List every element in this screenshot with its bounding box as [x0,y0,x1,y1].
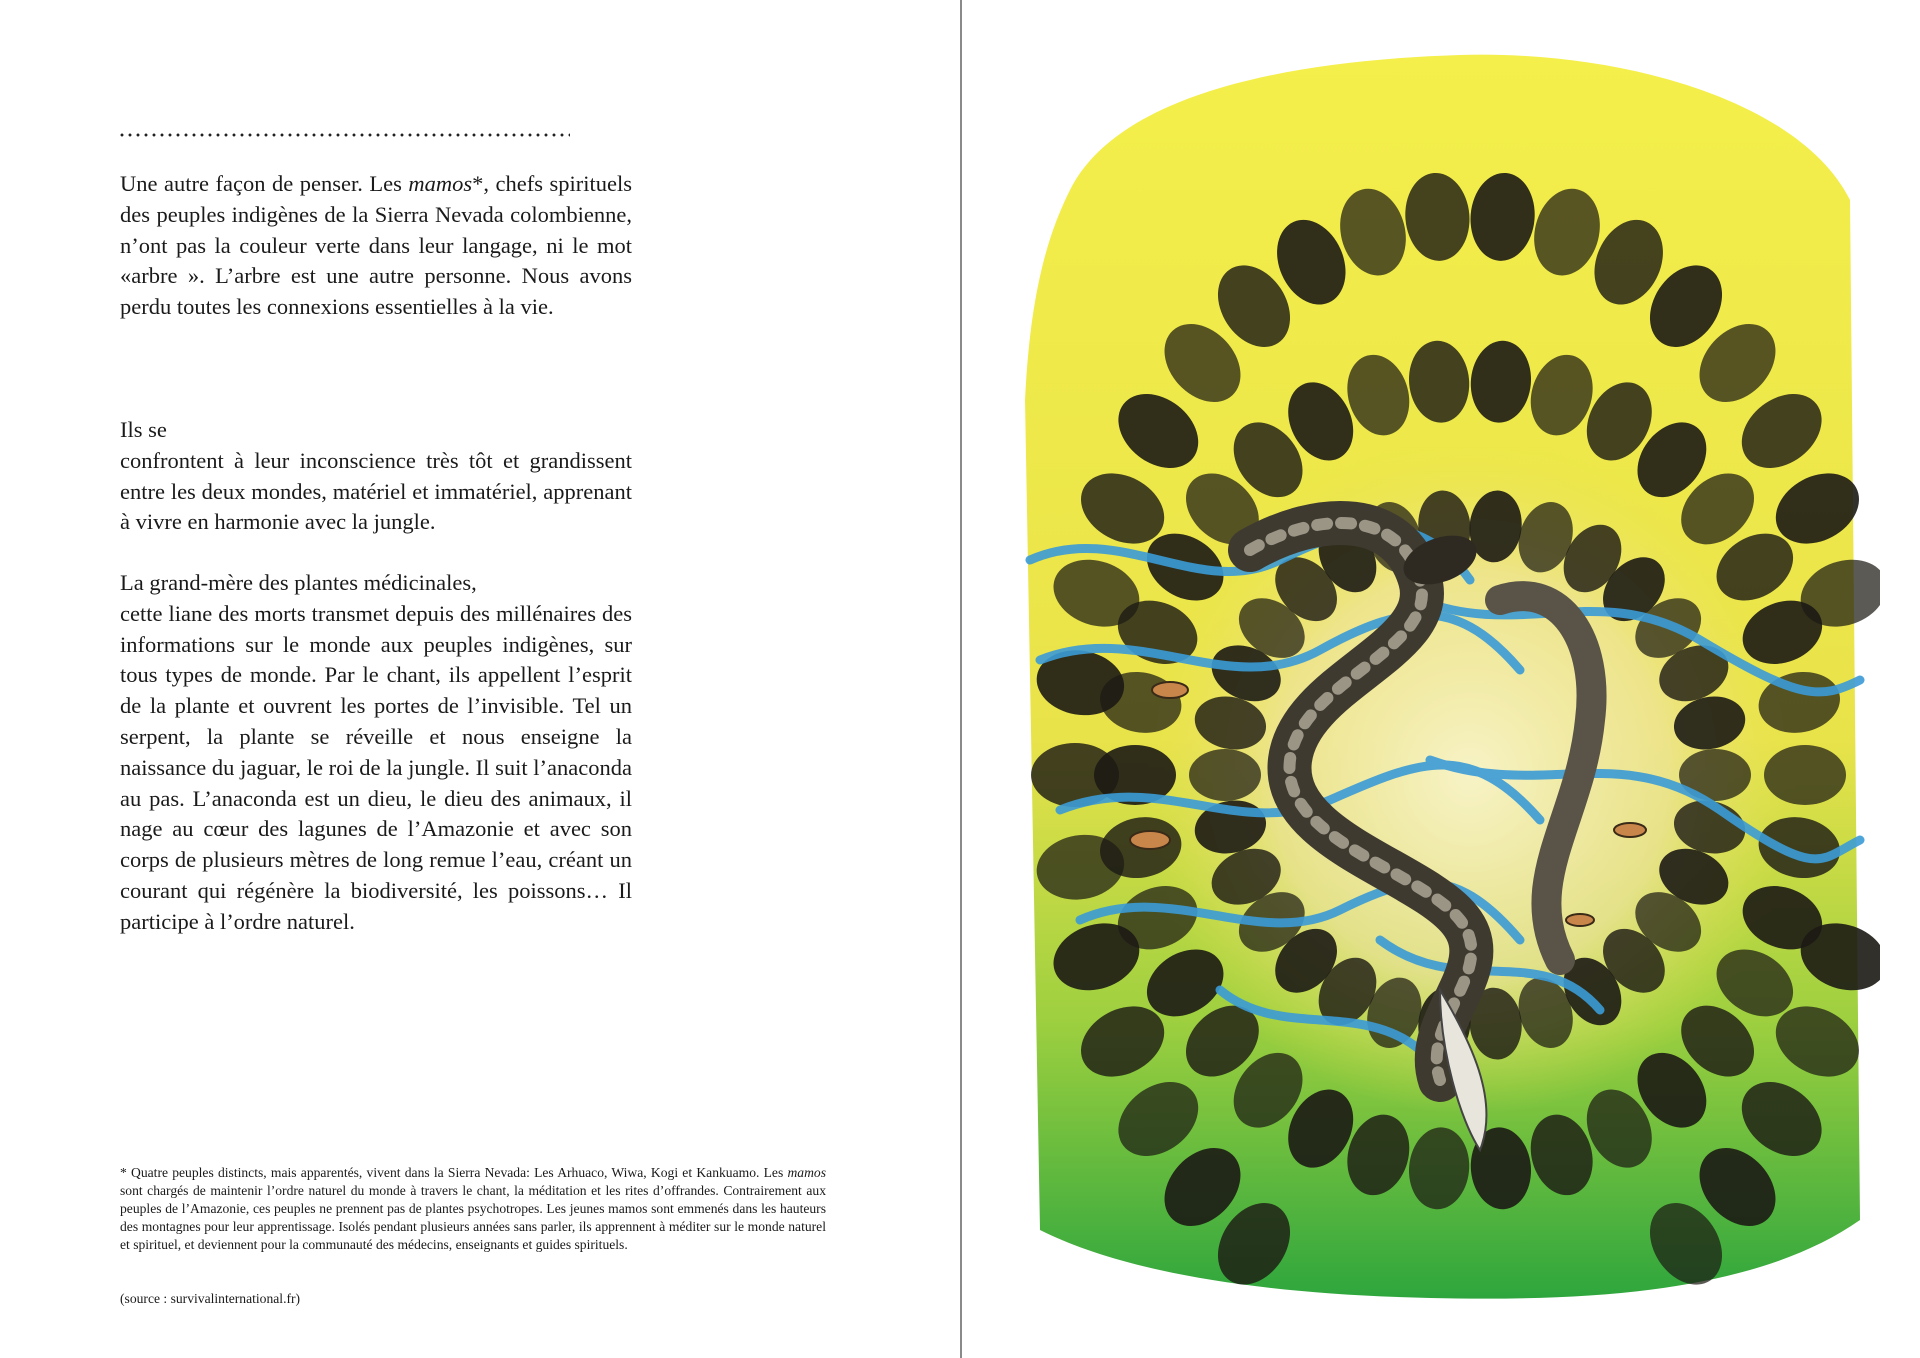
paragraph-text: cette liane des morts transmet depuis des millénaires des informations sur le monde aux peuples indigènes, sur tous types de monde. Par le chant, ils appellent l’esprit de la plante et ouvrent les portes de l’invisible. Tel un serpent, la plante se réveille et nous enseigne la naissance du jaguar, le roi de la jungle. Il suit l’anaconda au pas. L’anaconda est un dieu, le dieu des animaux, il nage au cœur des lagunes de l’Amazonie et avec son corps de plusieurs mètres de long remue l’eau, créant un courant qui régénère la biodiversité, les poissons… Il participe à l’ordre naturel. [120,600,632,934]
paragraph-text: Une autre façon de penser. Les [120,171,409,196]
paragraph-first-line: La grand-mère des plantes médicinales, [120,570,477,595]
mamos-emphasis: mamos [408,171,473,196]
footnote [120,1164,826,1254]
footnote-emphasis: mamos [787,1165,826,1180]
paragraph-text: *, chefs spirituels des peuples indigènes de la Sierra Nevada colombienne, n’ont pas la couleur verte dans leur langage, ni le mot «arbre ». L’arbre est une autre personne. Nous avons perdu toutes les connexions essentielles à la vie. [120,171,633,320]
paragraph-first-line: Ils se [120,417,167,442]
paragraph-text: confrontent à leur inconscience très tôt et grandissent entre les deux mondes, matériel et immatériel, apprenant à vivre en harmonie avec la jungle. [120,447,632,535]
anaconda-illustration [1000,40,1880,1300]
dotted-rule [118,133,570,137]
fingerprint-mark [1189,749,1261,801]
paragraph-mamos [120,169,632,323]
paragraph-jungle [120,415,632,538]
footnote-text: sont chargés de maintenir l’ordre naturel du monde à travers le chant, la méditation et les rites d’offrandes. Contrairement aux peuples de l’Amazonie, ces peuples ne prennent pas de plantes psychotropes. Les jeunes mamos sont emmenés dans les hauteurs des montagnes pour leur apprentissage. Isolés pendant plusieurs années sans parler, ils apprennent à méditer sur le monde naturel et spirituel, et deviennent pour la communauté des médecins, enseignants et guides spirituels. [120,1183,826,1253]
paragraph-anaconda [120,568,632,938]
footnote-text: * Quatre peuples distincts, mais apparentés, vivent dans la Sierra Nevada: Les Arhuaco, Wiwa, Kogi et Kankuamo. Les [120,1165,788,1180]
fingerprint-mark [1764,745,1846,805]
source-citation: (source : survivalinternational.fr) [120,1291,301,1306]
